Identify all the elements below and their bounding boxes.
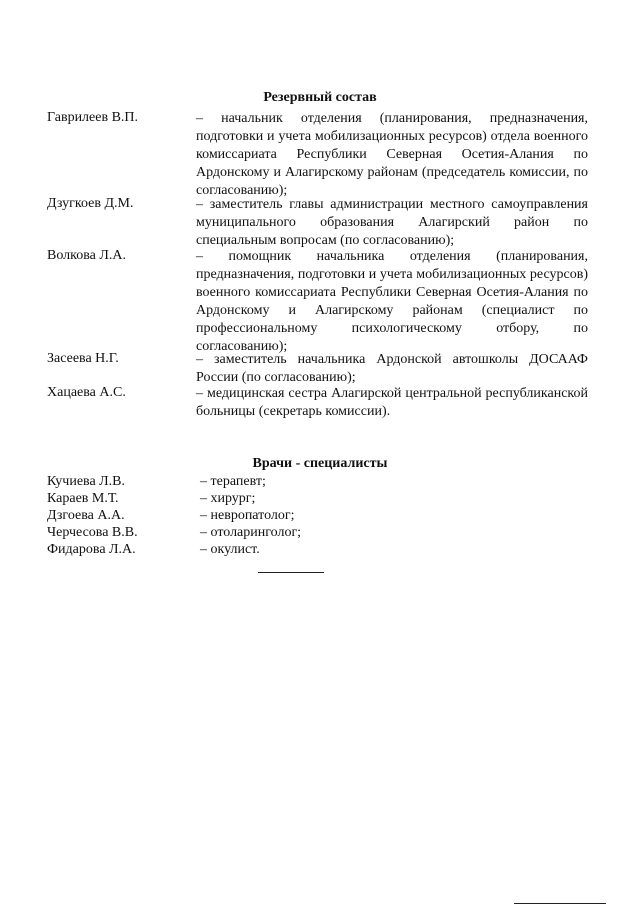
member-name: Засеева Н.Г. (47, 351, 119, 366)
member-role: – медицинская сестра Алагирской центральной республиканской больницы (секретарь комиссии). (196, 386, 588, 419)
doctor-specialty: – терапевт; (200, 474, 266, 489)
member-role: – помощник начальника отделения (планирования, предназначения, подготовки и учета мобилизационных ресурсов) военного комиссариата Республики Северная Осетия-Алания по Ардонскому и Алагирскому районам (специалист по профессиональному психологическому отбору, по согласованию); (196, 249, 588, 354)
doctor-name: Караев М.Т. (47, 491, 119, 506)
member-role: – заместитель главы администрации местного самоуправления муниципального образования Алагирский район по специальным вопросам (по согласованию); (196, 197, 588, 248)
member-name: Хацаева А.С. (47, 385, 126, 400)
doctor-specialty: – хирург; (200, 491, 256, 506)
doctors-heading: Врачи - специалисты (252, 456, 388, 471)
end-divider (258, 572, 324, 573)
doctor-specialty: – окулист. (200, 542, 260, 557)
member-name: Волкова Л.А. (47, 248, 126, 263)
doctor-specialty: – невропатолог; (200, 508, 295, 523)
doctor-name: Фидарова Л.А. (47, 542, 136, 557)
footer-divider (514, 903, 606, 904)
doctor-name: Черчесова В.В. (47, 525, 138, 540)
doctor-name: Кучиева Л.В. (47, 474, 126, 489)
doctor-specialty: – отоларинголог; (200, 525, 302, 540)
member-role: – начальник отделения (планирования, предназначения, подготовки и учета мобилизационных ресурсов) отдела военного комиссариата Республики Северная Осетия-Алания по Ардонскому и Алагирскому районам (председатель комиссии, по согласованию); (196, 111, 588, 198)
reserve-heading: Резервный состав (263, 90, 377, 105)
member-name: Дзугкоев Д.М. (47, 196, 134, 211)
member-role: – заместитель начальника Ардонской автошколы ДОСААФ России (по согласованию); (196, 352, 588, 385)
doctor-name: Дзгоева А.А. (47, 508, 125, 523)
member-name: Гаврилеев В.П. (47, 110, 139, 125)
